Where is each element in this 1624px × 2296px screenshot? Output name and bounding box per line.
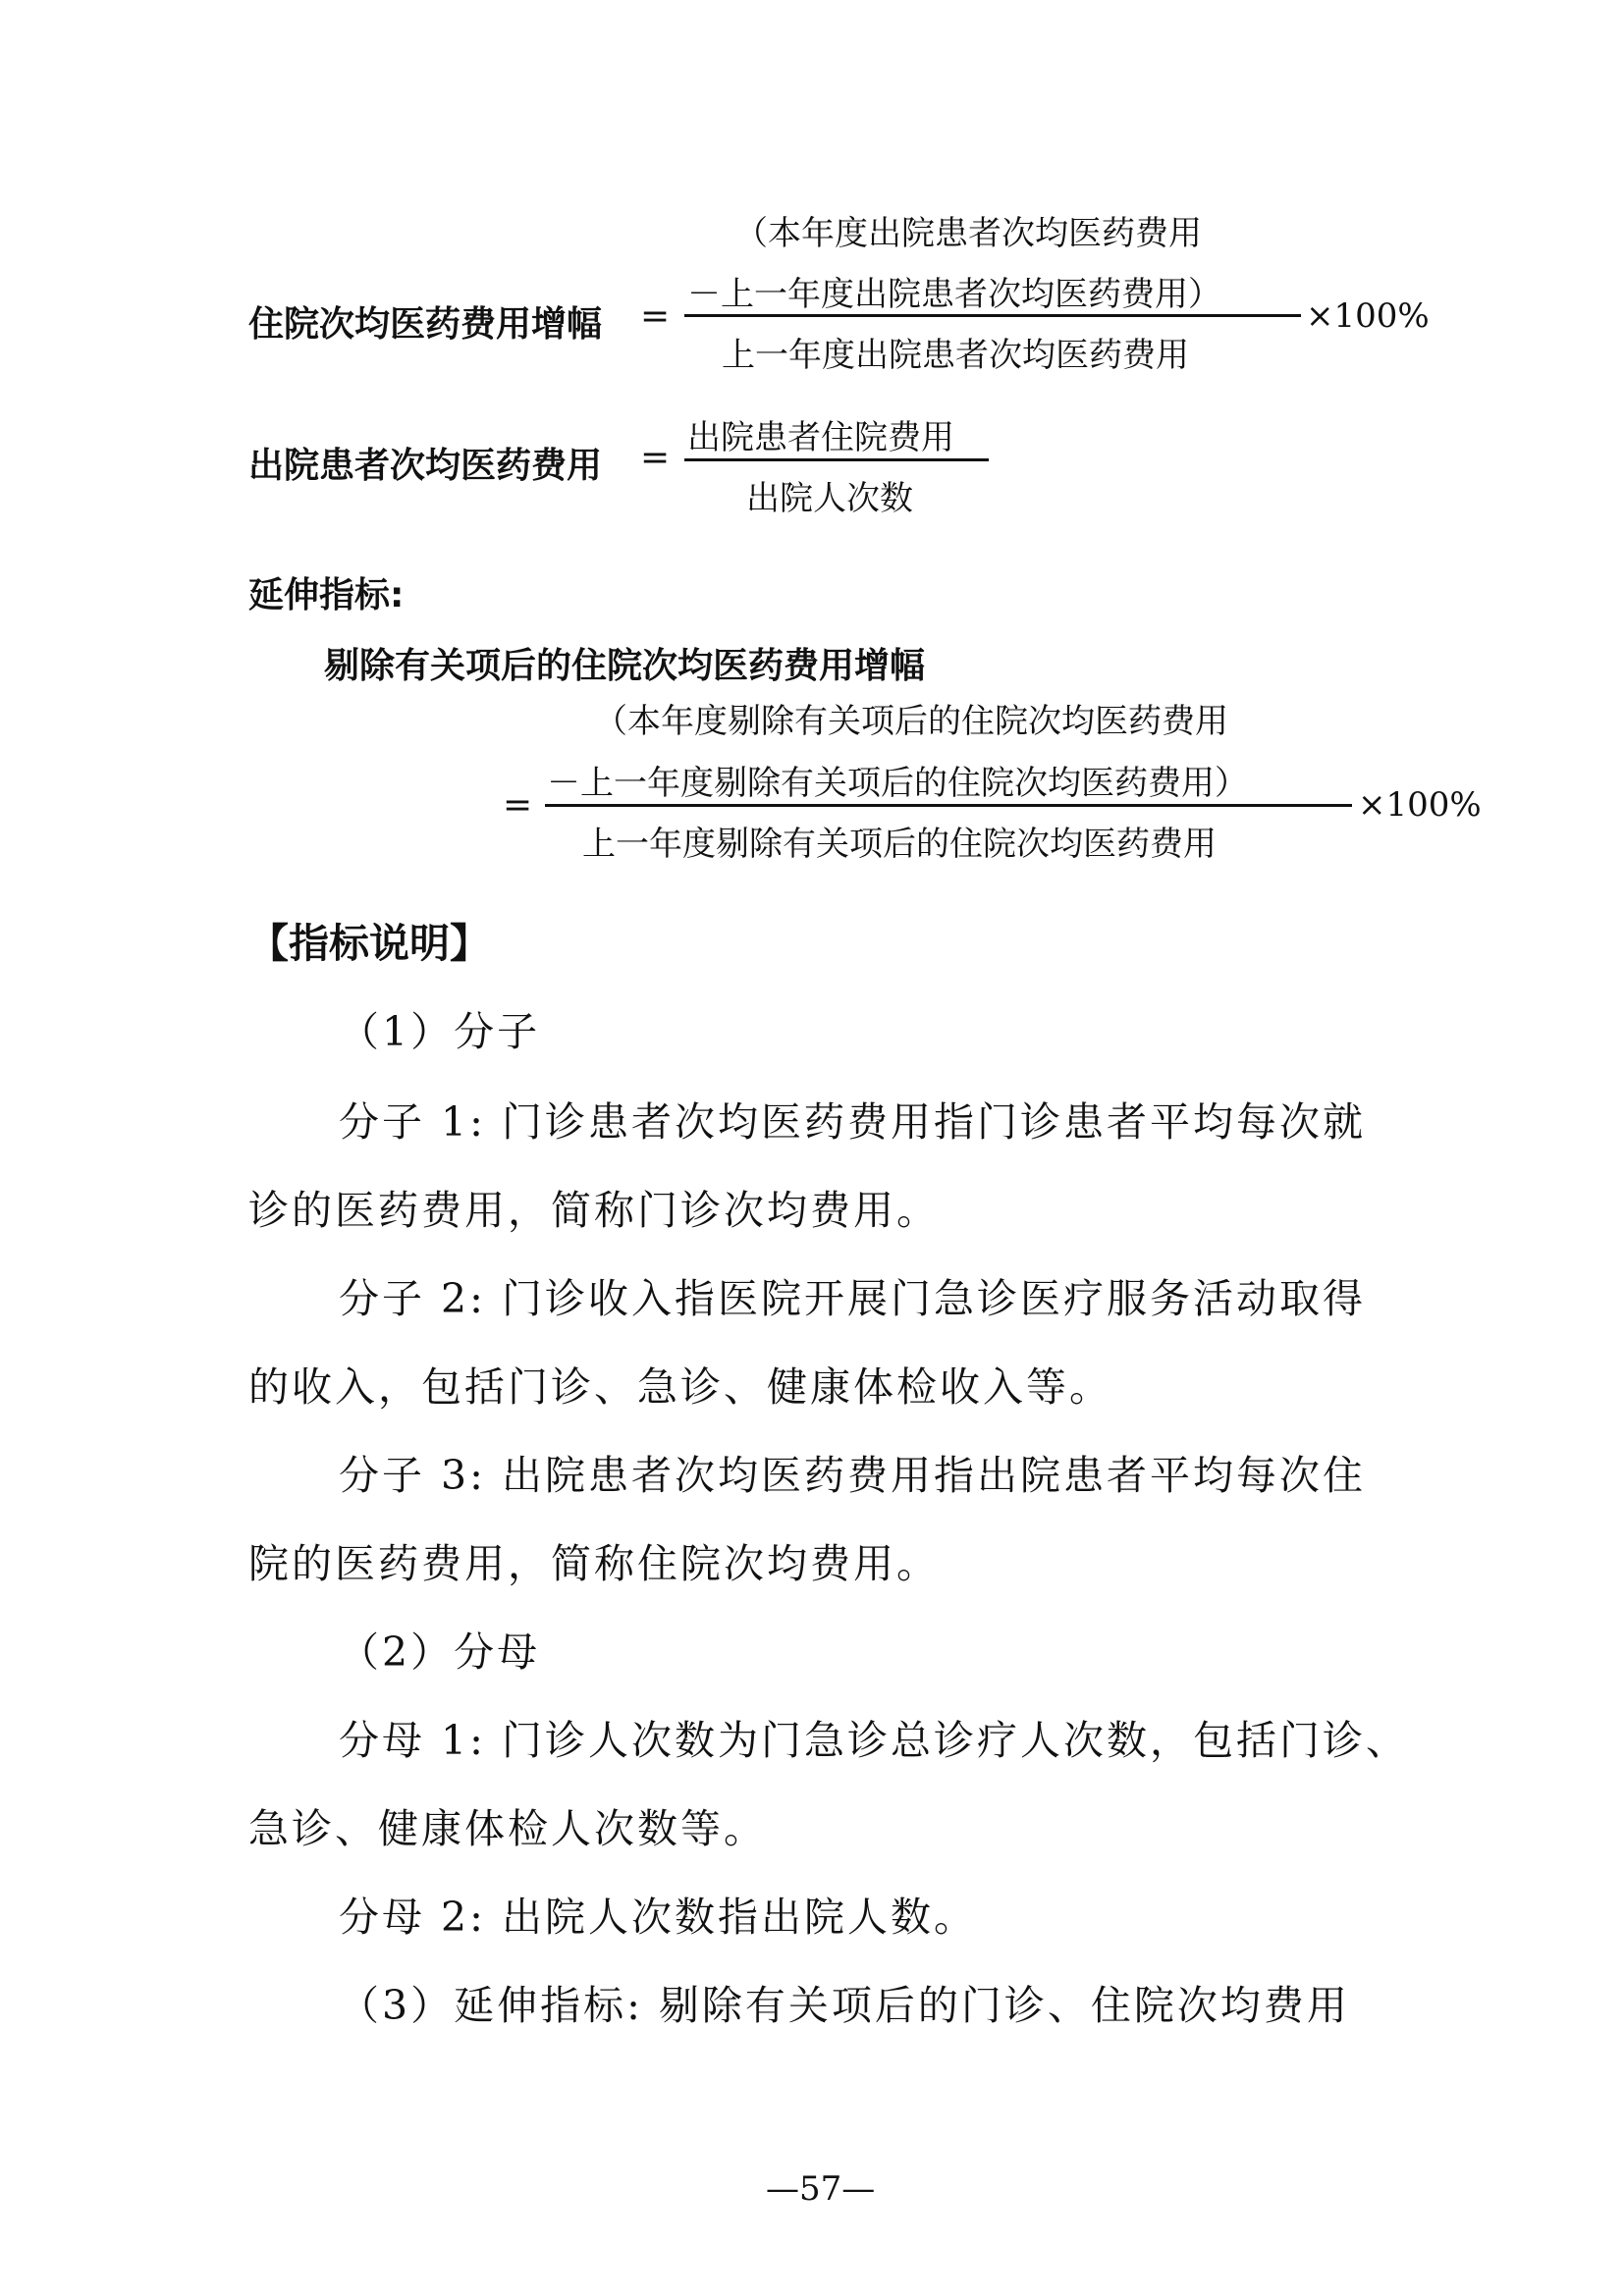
formula1-lhs: 住院次均医药费用增幅 [248,304,603,345]
formula3-numerator-line2: －上一年度剔除有关项后的住院次均医药费用） [547,764,1248,803]
formula2-fraction-bar [684,458,989,461]
paragraph-numerator3-line2: 院的医药费用，简称住院次均费用。 [248,1540,940,1587]
formula3-numerator-line1: （本年度剔除有关项后的住院次均医药费用 [594,702,1228,741]
section-heading: 【指标说明】 [248,920,490,967]
formula2-numerator: 出院患者住院费用 [687,418,954,457]
paragraph-denominator-heading: （2）分母 [339,1629,541,1676]
formula3-multiplier: ×100% [1358,785,1482,825]
formula2-denominator: 出院人次数 [746,479,913,518]
formula1-fraction-bar [684,314,1301,317]
extension-label: 延伸指标: [248,575,405,615]
paragraph-numerator3-line1: 分子 3: 出院患者次均医药费用指出院患者平均每次住 [339,1452,1366,1499]
formula3-fraction-bar [545,804,1352,807]
paragraph-numerator1-line1: 分子 1: 门诊患者次均医药费用指门诊患者平均每次就 [339,1098,1366,1146]
formula1-equals: = [640,296,671,337]
formula1-numerator-line2: －上一年度出院患者次均医药费用） [687,275,1221,314]
paragraph-extension-heading: （3）延伸指标: 剔除有关项后的门诊、住院次均费用 [339,1982,1350,2029]
formula2-lhs: 出院患者次均医药费用 [248,446,603,486]
formula2-equals: = [640,438,671,478]
formula1-denominator: 上一年度出院患者次均医药费用 [722,336,1189,375]
paragraph-numerator2-line2: 的收入，包括门诊、急诊、健康体检收入等。 [248,1363,1112,1411]
paragraph-denominator1-line1: 分母 1: 门诊人次数为门急诊总诊疗人次数，包括门诊、 [339,1717,1409,1764]
formula3-equals: = [503,785,533,826]
paragraph-denominator2: 分母 2: 出院人次数指出院人数。 [339,1894,977,1941]
extension-title: 剔除有关项后的住院次均医药费用增幅 [324,646,926,686]
paragraph-numerator1-line2: 诊的医药费用，简称门诊次均费用。 [248,1187,940,1234]
paragraph-denominator1-line2: 急诊、健康体检人次数等。 [248,1805,767,1852]
formula1-numerator-line1: （本年度出院患者次均医药费用 [734,214,1202,253]
page-number: —57— [766,2169,876,2209]
paragraph-numerator2-line1: 分子 2: 门诊收入指医院开展门急诊医疗服务活动取得 [339,1275,1366,1322]
formula3-denominator: 上一年度剔除有关项后的住院次均医药费用 [582,825,1217,864]
paragraph-numerator-heading: （1）分子 [339,1008,541,1055]
formula1-multiplier: ×100% [1306,296,1430,336]
